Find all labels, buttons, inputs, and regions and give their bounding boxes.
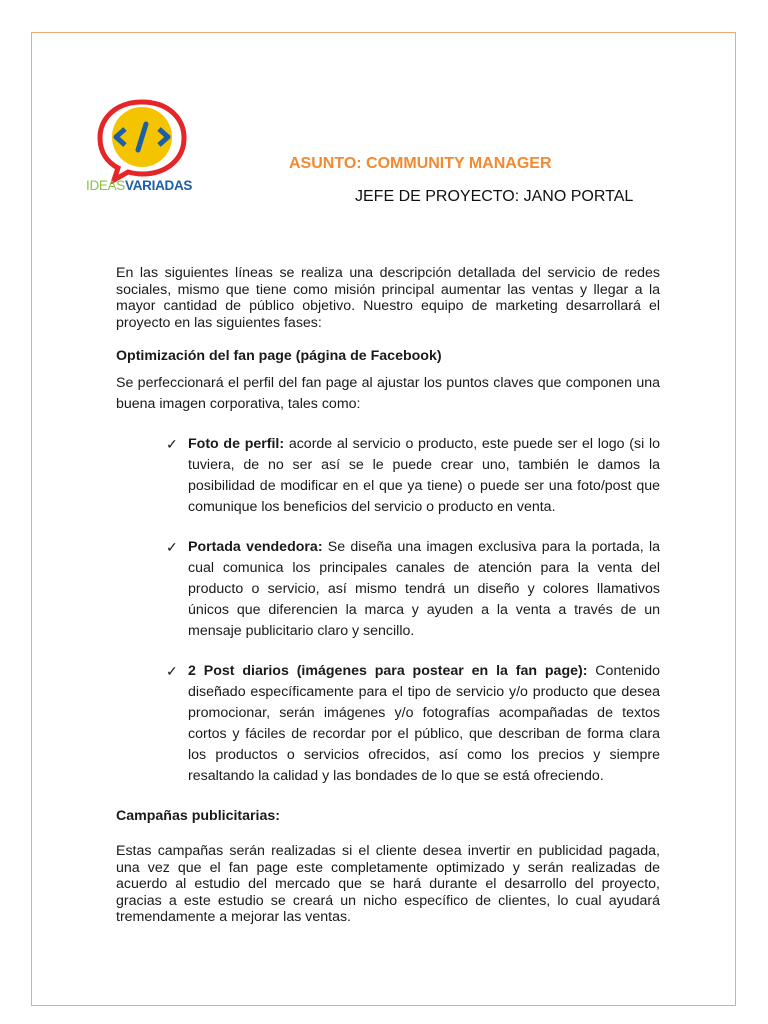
checkmark-icon: ✓ [166,663,178,679]
feature-list [116,434,660,787]
item-title: Foto de perfil: [188,436,285,452]
item-title: Portada vendedora: [188,539,323,555]
intro-paragraph: En las siguientes líneas se realiza una descripción detallada del servicio de redes sociales, mismo que tiene como misión principal aumentar las ventas y llegar a la mayor cantidad de público objetivo. Nuestro equipo de marketing desarrollará el proyecto en las siguientes fases: [116,265,660,331]
ideas-variadas-logo [86,94,206,206]
checkmark-icon: ✓ [166,436,178,452]
list-item [116,537,660,642]
document-subject: ASUNTO: COMMUNITY MANAGER [289,155,552,172]
item-title: 2 Post diarios (imágenes para postear en la fan page): [188,663,588,679]
section2-paragraph: Estas campañas serán realizadas si el cliente desea invertir en publicidad pagada, una vez que el fan page este completamente optimizado y serán realizadas de acuerdo al estudio del mercado que se hará durante el desarrollo del proyecto, gracias a este estudio se creará un nicho específico de clientes, lo cual ayudará tremendamente a mejorar las ventas. [116,843,660,925]
list-item [116,661,660,787]
speech-bubble-logo-icon [92,94,192,184]
document-body [116,265,660,926]
list-item [116,434,660,518]
item-text: Contenido diseñado específicamente para el tipo de servicio y/o producto que desea promocionar, serán imágenes y/o fotografías acompañadas de textos cortos y fáciles de recordar por el público, que describan de forma clara los productos o servicios ofrecidos, así como los precios y siempre resaltando la calidad y las bondades de lo que se está ofreciendo. [188,663,660,784]
project-manager: JEFE DE PROYECTO: JANO PORTAL [355,188,634,205]
checkmark-icon: ✓ [166,539,178,555]
item-text: Se diseña una imagen exclusiva para la portada, la cual comunica los principales canales de atención para la venta del producto o servicio, así mismo tendrá un diseño y colores llamativos únicos que diferencien la marca y ayuden a la venta a través de un mensaje publicitario claro y sencillo. [188,539,660,639]
logo-brand-text: IDEASVARIADAS [86,178,193,193]
section2-heading: Campañas publicitarias: [116,808,280,824]
item-text: acorde al servicio o producto, este puede ser el logo (si lo tuviera, de no ser así se le puede crear uno, también le damos la posibilidad de modificar en el que ya tiene) o puede ser una foto/post que comunique los beneficios del servicio o producto en venta. [188,436,660,515]
section1-heading: Optimización del fan page (página de Facebook) [116,348,442,364]
section1-paragraph: Se perfeccionará el perfil del fan page al ajustar los puntos claves que componen una buena imagen corporativa, tales como: [116,375,660,412]
